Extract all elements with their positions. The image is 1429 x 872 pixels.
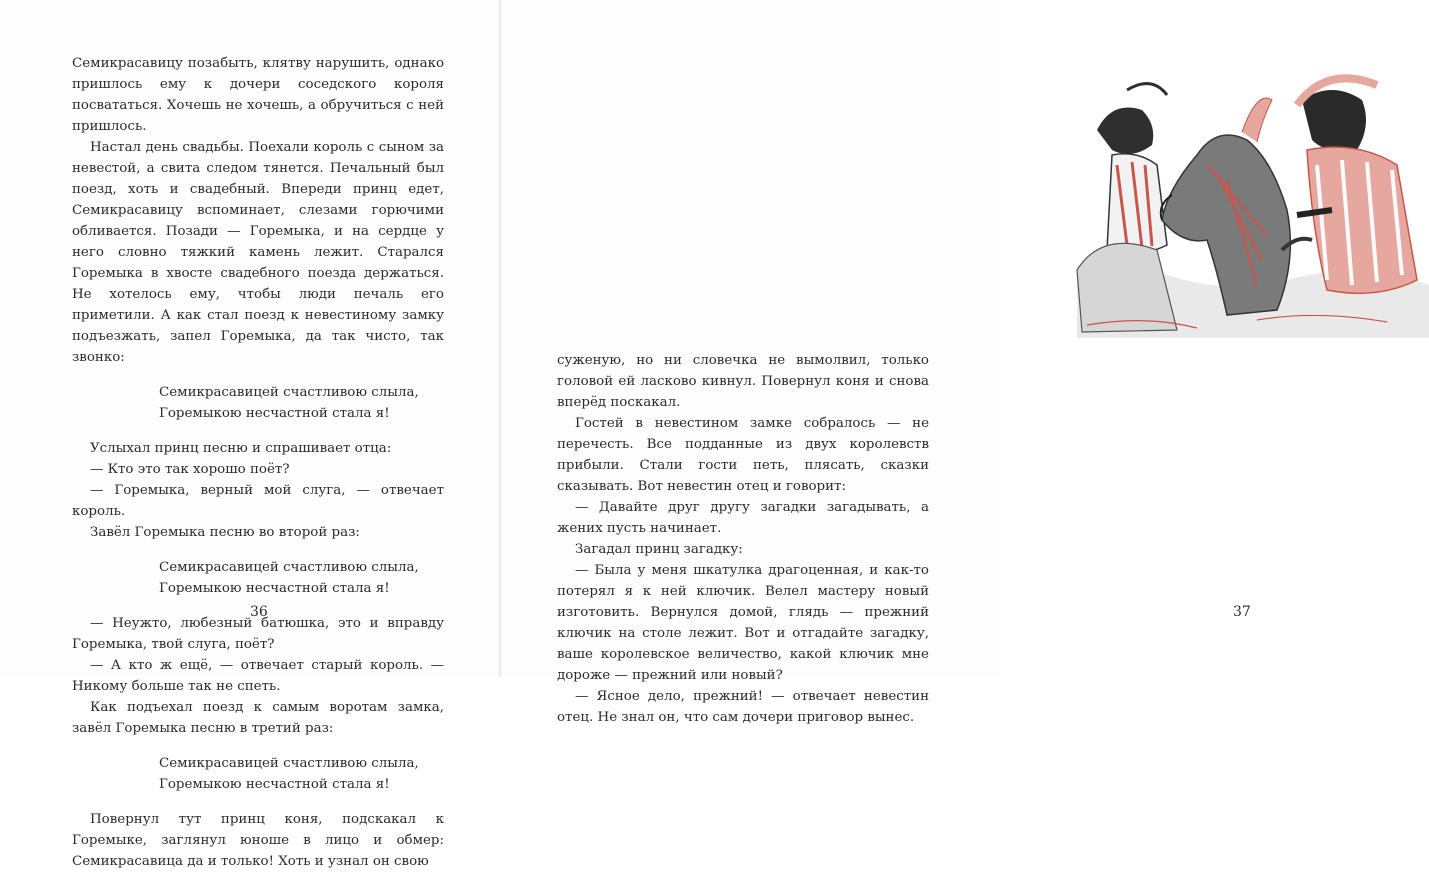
spacer [72,368,444,382]
paragraph: — Кто это так хорошо поёт? [90,462,290,477]
paragraph: — А кто ж ещё, — отвечает старый король. — Никому больше так не спеть. [72,658,444,694]
paragraph: — Давайте друг другу загадки загадывать, а жених пусть начинает. [557,500,929,536]
paragraph: суженую, но ни словечка не вымолвил, только головой ей ласково кивнул. Повернул коня и снова вперёд поскакал. [557,353,929,410]
verse-line: Семикрасавицей счастливою слыла, [159,560,419,575]
spacer [72,543,444,557]
paragraph: Загадал принц загадку: [575,542,743,557]
left-page [0,0,500,869]
song-verse [72,382,444,424]
page-number: 37 [1233,604,1251,620]
spacer [72,739,444,753]
paragraph: — Была у меня шкатулка драгоценная, и как-то потерял я к ней ключик. Велел мастеру новый изготовить. Вернулся домой, глядь — прежний ключик на столе лежит. Вот и отгадайте загадку, ваше королевское величество, какой ключик мне дороже — прежний или новый? [557,563,929,683]
verse-line: Горемыкою несчастной стала я! [159,777,390,792]
paragraph: Как подъехал поезд к самым воротам замка, завёл Горемыка песню в третий раз: [72,700,444,736]
paragraph: Повернул тут принц коня, подскакал к Горемыке, заглянул юноше в лицо и обмер: Семикрасавица да и только! Хоть и узнал он свою [72,812,444,869]
paragraph: Семикрасавицу позабыть, клятву нарушить, однако пришлось ему к дочери соседского короля посвататься. Хочешь не хочешь, а обручиться с ней пришлось. [72,56,444,134]
song-verse [72,557,444,599]
song-verse [72,753,444,795]
illustration-prince-and-groom-with-horse [1057,70,1429,338]
paragraph: — Горемыка, верный мой слуга, — отвечает король. [72,483,444,519]
paragraph: Завёл Горемыка песню во второй раз: [90,525,360,540]
paragraph: Гостей в невестином замке собралось — не перечесть. Все подданные из двух королевств прибыли. Стали гости петь, плясать, сказки сказывать. Вот невестин отец и говорит: [557,416,929,494]
paragraph: — Неужто, любезный батюшка, это и вправду Горемыка, твой слуга, поёт? [72,616,444,652]
verse-line: Горемыкою несчастной стала я! [159,581,390,596]
right-page-text [557,350,929,728]
book-gutter [498,0,502,677]
verse-line: Семикрасавицей счастливою слыла, [159,756,419,771]
page-number: 36 [250,604,268,620]
spacer [72,795,444,809]
verse-line: Горемыкою несчастной стала я! [159,406,390,421]
paragraph: Настал день свадьбы. Поехали король с сыном за невестой, а свита следом тянется. Печальный был поезд, хоть и свадебный. Впереди принц едет, Семикрасавицу вспоминает, слезами горючими обливается. Позади — Горемыка, и на сердце у него словно тяжкий камень лежит. Старался Горемыка в хвосте свадебного поезда держаться. Не хотелось ему, чтобы люди печаль его приметили. А как стал поезд к невестиному замку подъезжать, запел Горемыка, да так чисто, так звонко: [72,140,444,365]
spacer [72,424,444,438]
verse-line: Семикрасавицей счастливою слыла, [159,385,419,400]
paragraph: — Ясное дело, прежний! — отвечает невестин отец. Не знал он, что сам дочери приговор вынес. [557,689,929,725]
paragraph: Услыхал принц песню и спрашивает отца: [90,441,392,456]
left-page-text [72,53,444,872]
